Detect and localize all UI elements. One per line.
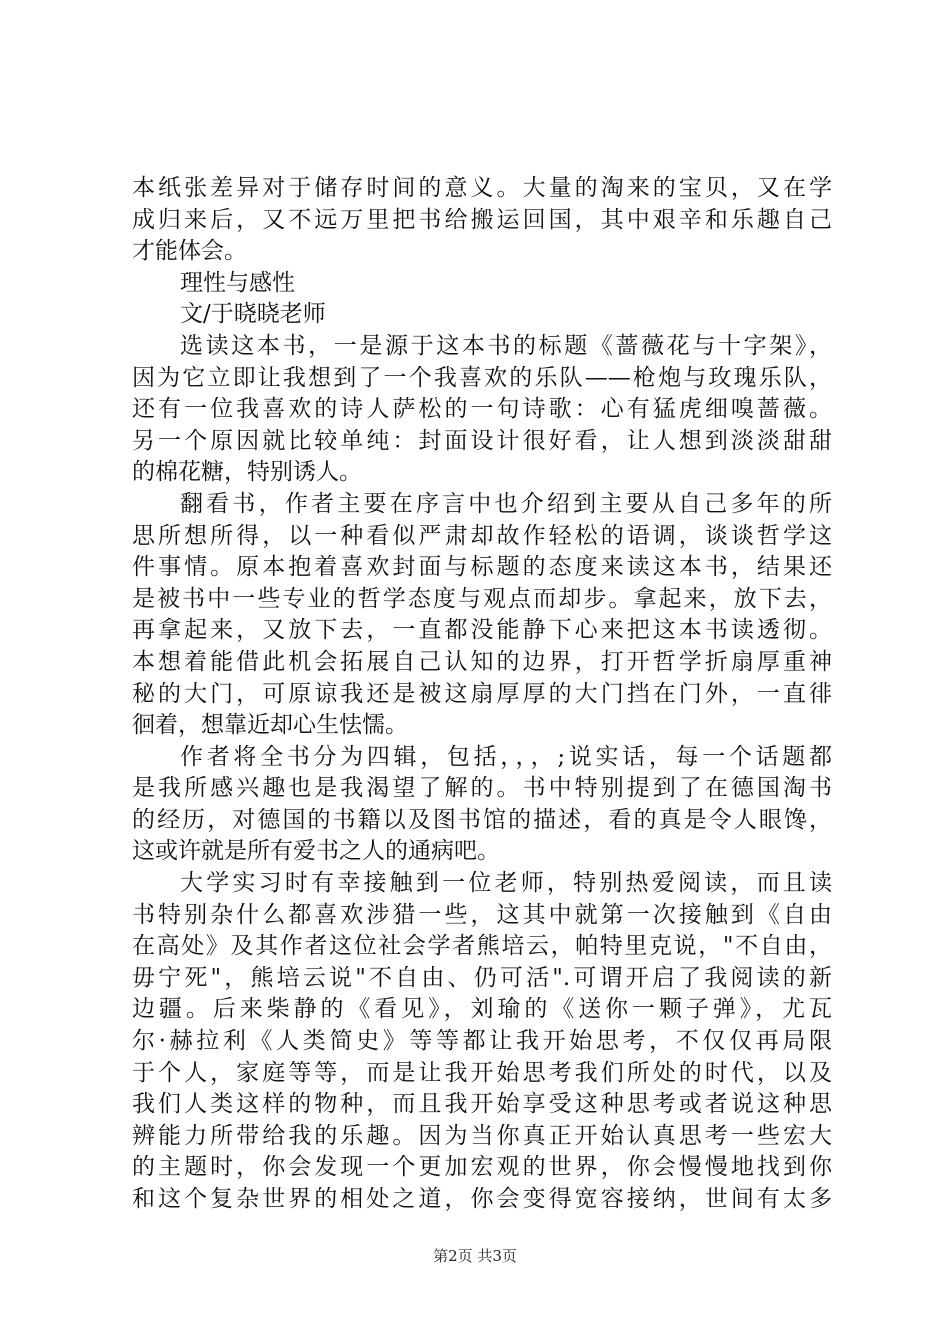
text-line: 辨能力所带给我的乐趣。因为当你真正开始认真思考一些宏大 [132,1122,832,1149]
text-line: 和这个复杂世界的相处之道，你会变得宽容接纳，世间有太多 [132,1186,832,1212]
text-line: 成归来后，又不远万里把书给搬运回国，其中艰辛和乐趣自己 [132,206,832,233]
text-line: 于个人，家庭等等，而是让我开始思考我们所处的时代，以及 [132,1059,832,1086]
text-line: 的棉花糖，特别诱人。 [132,459,362,486]
text-line: 再拿起来，又放下去，一直都没能静下心来把这本书读透彻。 [132,617,832,644]
text-line: 秘的大门，可原谅我还是被这扇厚厚的大门挡在门外，一直徘 [132,680,832,707]
text-line: 选读这本书，一是源于这本书的标题《蔷薇花与十字架》， [180,332,832,359]
text-line: 书特别杂什么都喜欢涉猎一些，这其中就第一次接触到《自由 [132,901,832,928]
text-line: 大学实习时有幸接触到一位老师，特别热爱阅读，而且读 [180,870,832,897]
author-line: 文/于晓晓老师 [180,301,326,328]
text-line: 这或许就是所有爱书之人的通病吧。 [132,838,500,865]
text-line: 在高处》及其作者这位社会学者熊培云，帕特里克说，"不自由， [132,933,832,960]
text-line: 毋宁死"，熊培云说"不自由、仍可活".可谓开启了我阅读的新 [132,964,832,991]
text-line: 才能体会。 [132,238,247,265]
section-title: 理性与感性 [180,269,295,296]
text-line: 是被书中一些专业的哲学态度与观点而却步。拿起来，放下去， [132,585,832,612]
text-line: 作者将全书分为四辑，包括，，，;说实话，每一个话题都 [180,743,832,770]
text-line: 本纸张差异对于储存时间的意义。大量的淘来的宝贝，又在学 [132,175,832,201]
text-line: 另一个原因就比较单纯：封面设计很好看，让人想到淡淡甜甜 [132,427,832,454]
text-line: 件事情。原本抱着喜欢封面与标题的态度来读这本书，结果还 [132,554,832,581]
text-line: 的经历，对德国的书籍以及图书馆的描述，看的真是令人眼馋， [132,806,832,833]
text-line: 的主题时，你会发现一个更加宏观的世界，你会慢慢地找到你 [132,1154,832,1181]
text-line: 徊着，想靠近却心生怯懦。 [132,712,408,739]
text-line: 翻看书，作者主要在序言中也介绍到主要从自己多年的所 [180,490,832,517]
text-line: 思所想所得，以一种看似严肃却故作轻松的语调，谈谈哲学这 [132,522,832,549]
text-line: 是我所感兴趣也是我渴望了解的。书中特别提到了在德国淘书 [132,775,832,802]
text-line: 我们人类这样的物种，而且我开始享受这种思考或者说这种思 [132,1091,832,1118]
text-line: 本想着能借此机会拓展自己认知的边界，打开哲学折扇厚重神 [132,648,832,675]
text-line: 边疆。后来柴静的《看见》，刘瑜的《送你一颗子弹》，尤瓦 [132,996,832,1023]
text-line: 因为它立即让我想到了一个我喜欢的乐队——枪炮与玫瑰乐队， [132,364,832,391]
document-body [132,173,832,1216]
text-line: 尔·赫拉利《人类简史》等等都让我开始思考，不仅仅再局限 [132,1028,832,1055]
text-line: 还有一位我喜欢的诗人萨松的一句诗歌：心有猛虎细嗅蔷薇。 [132,396,832,423]
page-number-footer: 第2页 共3页 [433,1247,517,1265]
